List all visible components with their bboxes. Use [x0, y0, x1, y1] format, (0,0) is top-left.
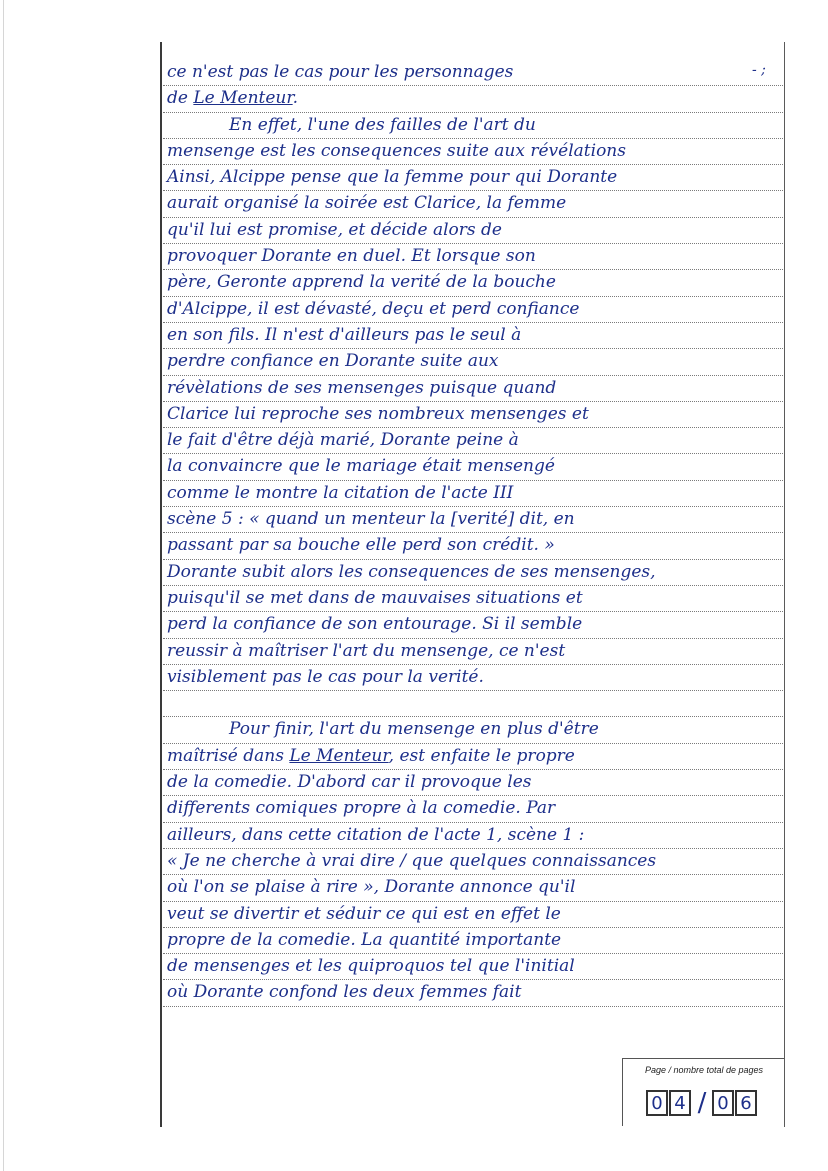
text-line: où l'on se plaise à rire », Dorante annonce qu'il [163, 875, 783, 901]
text-line: reussir à maîtriser l'art du mensenge, ce n'est [163, 639, 783, 665]
text-line: passant par sa bouche elle perd son crédit. » [163, 533, 783, 559]
text-line: en son fils. Il n'est d'ailleurs pas le seul à [163, 323, 783, 349]
total-pages-digit: 6 [735, 1090, 757, 1116]
play-title: Le Menteur [193, 88, 293, 109]
text-line: Pour finir, l'art du mensenge en plus d'être [163, 717, 783, 743]
text-line: veut se divertir et séduir ce qui est en effet le [163, 902, 783, 928]
play-title: Le Menteur [289, 745, 389, 766]
text-line: puisqu'il se met dans de mauvaises situations et [163, 586, 783, 612]
text-line: perd la confiance de son entourage. Si il semble [163, 612, 783, 638]
text-line: maîtrisé dans Le Menteur, est enfaite le propre [163, 744, 783, 770]
text-line: père, Geronte apprend la verité de la bouche [163, 270, 783, 296]
text-line: révèlations de ses mensenges puisque quand [163, 376, 783, 402]
text-line: provoquer Dorante en duel. Et lorsque son [163, 244, 783, 270]
text-line: de mensenges et les quiproquos tel que l'initial [163, 954, 783, 980]
total-pages-digit: 0 [712, 1090, 734, 1116]
text-line: propre de la comedie. La quantité importante [163, 928, 783, 954]
text-line: où Dorante confond les deux femmes fait [163, 980, 783, 1006]
page-number-digits [646, 1089, 758, 1117]
page-box-label: Page / nombre total de pages [644, 1065, 764, 1075]
text-line: d'Alcippe, il est dévasté, deçu et perd confiance [163, 297, 783, 323]
text-line: Dorante subit alors les consequences de ses mensenges, [163, 560, 783, 586]
text-line: aurait organisé la soirée est Clarice, la femme [163, 191, 783, 217]
text-line: ce n'est pas le cas pour les personnages [163, 60, 783, 86]
text-line: Ainsi, Alcippe pense que la femme pour qui Dorante [163, 165, 783, 191]
text-line: de la comedie. D'abord car il provoque les [163, 770, 783, 796]
current-page-digit: 4 [669, 1090, 691, 1116]
current-page-digit: 0 [646, 1090, 668, 1116]
blank-line [163, 691, 783, 717]
text-line: visiblement pas le cas pour la verité. [163, 665, 783, 691]
handwritten-text [163, 60, 783, 1060]
text-line: le fait d'être déjà marié, Dorante peine à [163, 428, 783, 454]
text-line: scène 5 : « quand un menteur la [verité] dit, en [163, 507, 783, 533]
text-line: de Le Menteur. [163, 86, 783, 112]
text-line: comme le montre la citation de l'acte III [163, 481, 783, 507]
scan-edge [3, 0, 4, 1171]
text-line: « Je ne cherche à vrai dire / que quelques connaissances [163, 849, 783, 875]
page-separator: / [697, 1088, 707, 1118]
text-line: mensenge est les consequences suite aux révélations [163, 139, 783, 165]
left-margin-rule [160, 42, 162, 1127]
margin-mark: - ; [752, 62, 766, 78]
text-line: la convaincre que le mariage était mensengé [163, 454, 783, 480]
text-line: ailleurs, dans cette citation de l'acte 1, scène 1 : [163, 823, 783, 849]
page-number-box [622, 1058, 784, 1126]
text-line: qu'il lui est promise, et décide alors de [163, 218, 783, 244]
right-margin-rule [784, 42, 785, 1127]
text-line: perdre confiance en Dorante suite aux [163, 349, 783, 375]
text-line: En effet, l'une des failles de l'art du [163, 113, 783, 139]
text-line: differents comiques propre à la comedie. Par [163, 796, 783, 822]
text-line: Clarice lui reproche ses nombreux mensenges et [163, 402, 783, 428]
